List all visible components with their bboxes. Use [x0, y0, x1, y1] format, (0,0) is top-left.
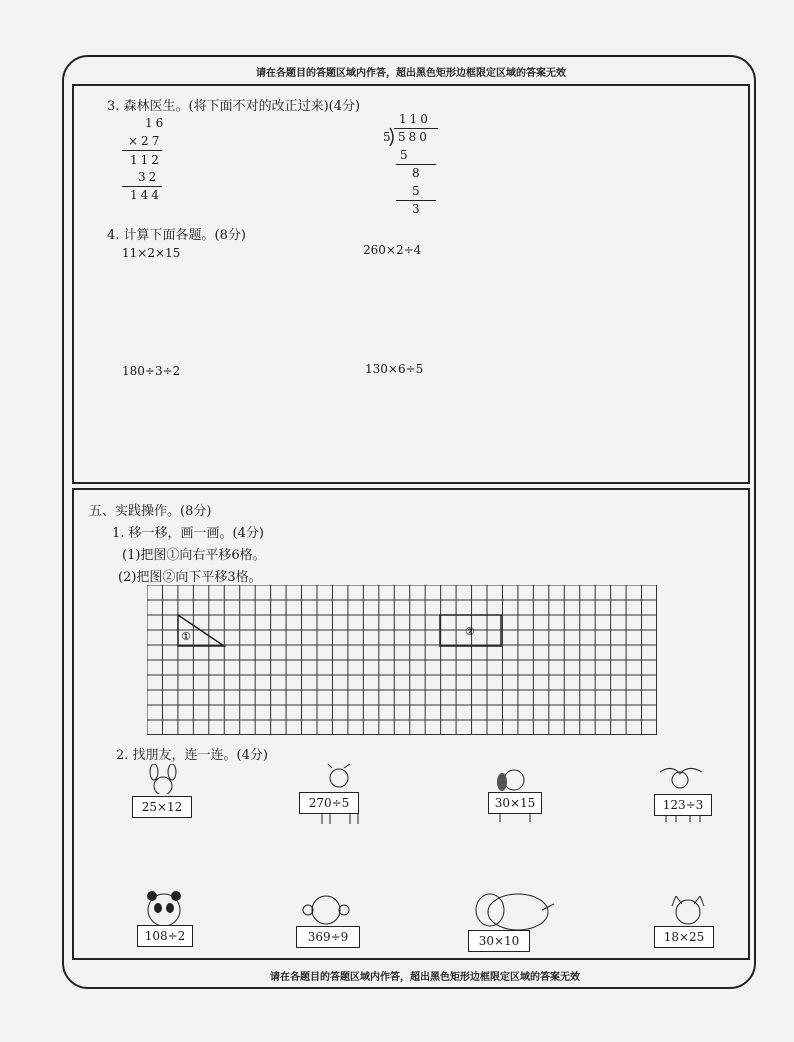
header-notice: 请在各题目的答题区域内作答，超出黑色矩形边框限定区域的答案无效 [256, 68, 566, 79]
mult-partial-2: 32 [138, 170, 160, 184]
bottom-card-4[interactable]: 18×25 [654, 926, 714, 948]
q3-title: 3. 森林医生。(将下面不对的改正过来)(4分) [107, 99, 361, 114]
section5-title: 五、实践操作。(8分) [89, 504, 212, 519]
bottom-card-2[interactable]: 369÷9 [296, 926, 360, 948]
div-sub-1: 5 [400, 148, 411, 162]
bottom-card-3[interactable]: 30×10 [468, 930, 530, 952]
div-sub-2: 5 [412, 184, 423, 198]
top-card-2[interactable]: 270÷5 [299, 792, 359, 814]
mult-factor-a: 16 [145, 116, 167, 130]
q4-title: 4. 计算下面各题。(8分) [107, 228, 246, 243]
div-line-1 [396, 164, 436, 165]
figure-1-label: ① [181, 630, 191, 643]
footer-notice: 请在各题目的答题区域内作答，超出黑色矩形边框限定区域的答案无效 [270, 972, 580, 983]
div-quotient: 110 [399, 112, 431, 126]
q4-item-3: 180÷3÷2 [122, 364, 181, 378]
div-line-2 [396, 200, 436, 201]
div-bracket [389, 127, 397, 147]
mult-result: 144 [130, 188, 162, 202]
div-rem-2: 3 [412, 202, 423, 216]
part1-instruction-b: (2)把图②向下平移3格。 [118, 570, 262, 585]
q4-item-1: 11×2×15 [122, 246, 181, 260]
mult-factor-b: ×27 [128, 134, 163, 148]
mult-line-2 [122, 186, 162, 187]
mult-partial-1: 112 [130, 153, 162, 167]
div-dividend: 580 [398, 130, 430, 144]
div-top-line [394, 128, 438, 129]
translation-grid [147, 585, 657, 735]
mult-line-1 [122, 150, 162, 151]
figure-2-label: ② [465, 625, 475, 638]
answer-box-upper [72, 84, 750, 484]
part2-title: 2. 找朋友，连一连。(4分) [116, 748, 268, 763]
bottom-card-1[interactable]: 108÷2 [137, 925, 193, 947]
div-divisor: 5 [383, 130, 394, 144]
part1-instruction-a: (1)把图①向右平移6格。 [122, 548, 266, 563]
top-card-1[interactable]: 25×12 [132, 796, 192, 818]
top-card-4[interactable]: 123÷3 [654, 794, 712, 816]
div-rem-1: 8 [412, 166, 423, 180]
q4-item-2: 260×2÷4 [363, 243, 422, 257]
q4-item-4: 130×6÷5 [365, 362, 424, 376]
top-card-3[interactable]: 30×15 [488, 792, 542, 814]
rabbit-icon [140, 764, 188, 794]
part1-title: 1. 移一移，画一画。(4分) [112, 526, 264, 541]
panda-icon [144, 890, 184, 930]
